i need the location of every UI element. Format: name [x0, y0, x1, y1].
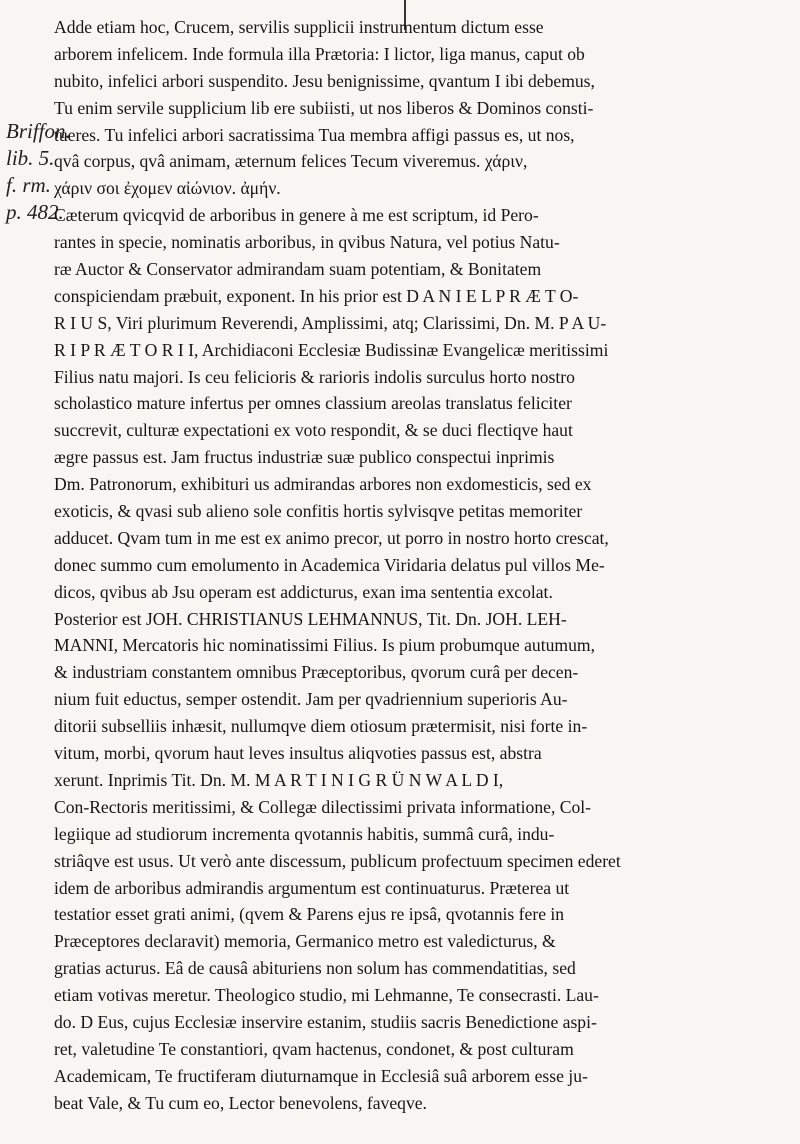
text-line: legiique ad studiorum incrementa qvotannis habitis, summâ curâ, indu-	[54, 823, 555, 844]
text-line: ræ Auctor & Conservator admirandam suam potentiam, & Bonitatem	[54, 259, 542, 280]
text-line: qvâ corpus, qvâ animam, æternum felices Tecum viveremus. χάριν,	[54, 151, 528, 172]
text-line: Posterior est JOH. CHRISTIANUS LEHMANNUS, Tit. Dn. JOH. LEH-	[54, 608, 567, 629]
text-line: Filius natu majori. Is ceu felicioris & rarioris indolis surculus horto nostro	[54, 366, 575, 387]
margin-line: Briffon.	[6, 119, 71, 143]
text-line: Tu enim servile supplicium lib ere subiisti, ut nos liberos & Dominos consti-	[54, 97, 594, 118]
text-line: succrevit, culturæ expectationi ex voto respondit, & se duci flectiqve haut	[54, 420, 573, 441]
text-line: Con-Rectoris meritissimi, & Collegæ dilectissimi privata informatione, Col-	[54, 796, 592, 817]
text-line: etiam votivas meretur. Theologico studio, mi Lehmanne, Te consecrasti. Lau-	[54, 985, 599, 1006]
text-line: do. D Eus, cujus Ecclesiæ inservire estanim, studiis sacris Benedictione aspi-	[54, 1011, 597, 1032]
text-line: Præceptores declaravit) memoria, Germanico metro est valedicturus, &	[54, 931, 556, 952]
text-line: exoticis, & qvasi sub alieno sole confitis hortis sylvisqve petitas memoriter	[54, 501, 583, 522]
text-line: Dm. Patronorum, exhibituri us admirandas arbores non exdomesticis, sed ex	[54, 474, 592, 495]
text-line: ægre passus est. Jam fructus industriæ suæ publico conspectui inprimis	[54, 447, 555, 468]
text-line: Adde etiam hoc, Crucem, servilis supplicii instrumentum dictum esse	[54, 17, 544, 37]
text-line: Cæterum qvicqvid de arboribus in genere à me est scriptum, id Pero-	[54, 205, 539, 226]
body-text	[54, 14, 792, 1143]
text-line: rantes in specie, nominatis arboribus, in qvibus Natura, vel potius Natu-	[54, 232, 560, 253]
text-line: R I P R Æ T O R I I, Archidiaconi Ecclesiæ Budissinæ Evangelicæ meritissimi	[54, 339, 609, 360]
text-line: ditorii subselliis inhæsit, nullumqve diem otiosum prætermisit, nisi forte in-	[54, 716, 588, 737]
text-line: xerunt. Inprimis Tit. Dn. M. M A R T I N I G R Ü N W A L D I,	[54, 769, 504, 790]
text-line: testatior esset grati animi, (qvem & Parens ejus re ipsâ, qvotannis fere in	[54, 904, 565, 925]
text-line: striâqve est usus. Ut verò ante discessum, publicum profectuum specimen ederet	[54, 850, 621, 871]
text-line: χάριν σοι ἐχομεν αἰώνιον. ἀμήν.	[54, 178, 281, 199]
margin-line: p. 482.	[6, 200, 64, 224]
text-line: gratias acturus. Eâ de causâ abituriens non solum has commendatitias, sed	[54, 958, 576, 979]
text-line: tueres. Tu infelici arbori sacratissima Tua membra affigi passus es, ut nos,	[54, 124, 575, 145]
text-line	[54, 1117, 792, 1144]
text-line: ret, valetudine Te constantiori, qvam hactenus, condonet, & post culturam	[54, 1038, 574, 1059]
text-line: donec summo cum emolumento in Academica Viridaria delatus pul villos Me-	[54, 554, 605, 575]
margin-line: f. rm.	[6, 173, 51, 197]
text-line: & industriam constantem omnibus Præceptoribus, qvorum curâ per decen-	[54, 662, 579, 683]
text-line: arborem infelicem. Inde formula illa Prætoria: I lictor, liga manus, caput ob	[54, 43, 585, 64]
text-line: beat Vale, & Tu cum eo, Lector benevolens, faveqve.	[54, 1092, 427, 1113]
text-line: nium fuit eductus, semper ostendit. Jam per qvadriennium superioris Au-	[54, 689, 568, 710]
text-line: conspiciendam præbuit, exponent. In his prior est D A N I E L P R Æ T O-	[54, 285, 579, 306]
margin-citation	[6, 118, 71, 226]
text-line: Academicam, Te fructiferam diuturnamque in Ecclesiâ suâ arborem esse ju-	[54, 1065, 588, 1086]
text-line: scholastico mature infertus per omnes classium areolas translatus feliciter	[54, 393, 572, 414]
text-line: dicos, qvibus ab Jsu operam est addicturus, exan ima sententia excolat.	[54, 581, 553, 602]
text-line: R I U S, Viri plurimum Reverendi, Amplissimi, atq; Clarissimi, Dn. M. P A U-	[54, 312, 607, 333]
text-line: MANNI, Mercatoris hic nominatissimi Filius. Is pium probumque autumum,	[54, 635, 595, 656]
margin-line: lib. 5.	[6, 146, 55, 170]
text-line: adducet. Qvam tum in me est ex animo precor, ut porro in nostro horto crescat,	[54, 527, 609, 548]
text-line: nubito, infelici arbori suspendito. Jesu benignissime, qvantum I ibi debemus,	[54, 70, 595, 91]
text-line: idem de arboribus admirandis argumentum est continuaturus. Præterea ut	[54, 877, 570, 898]
text-line: vitum, morbi, qvorum haut leves insultus aliqvoties passus est, abstra	[54, 743, 542, 764]
